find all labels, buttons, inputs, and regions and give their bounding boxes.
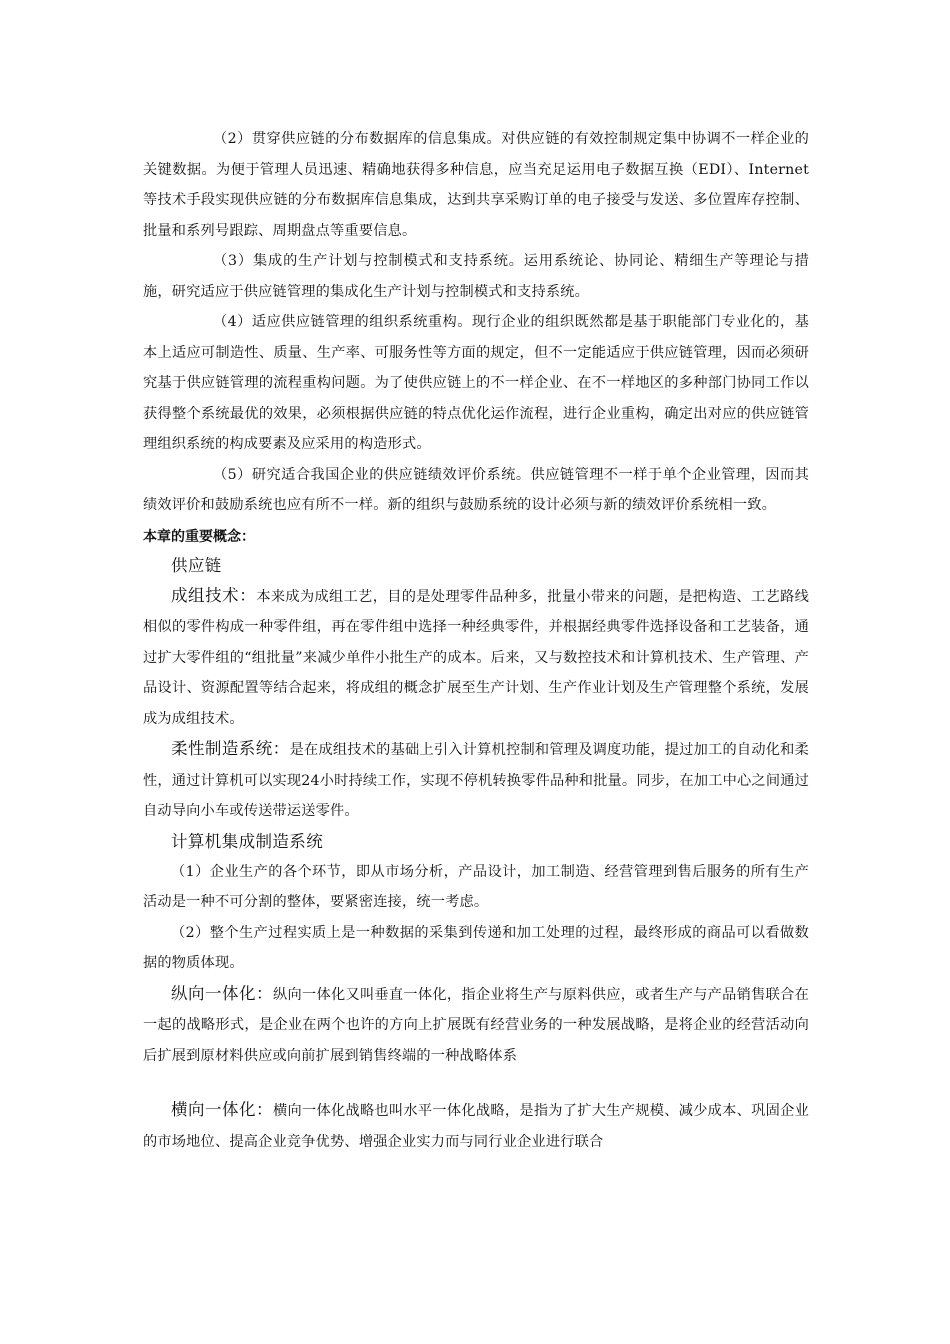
- paragraph-gap: [143, 1071, 809, 1095]
- concept-definition: 本来成为成组工艺，目的是处理零件品种多，批量小带来的问题，是把构造、工艺路线相似的零件构成一种零件组，再在零件组中选择一种经典零件，并根据经典零件选择设备和工艺装备，通过扩大零件组的“组批量”来减少单件小批生产的成本。后来，又与数控技术和计算机技术、生产管理、产品设计、资源配置等结合起来，将成组的概念扩展至生产计划、生产作业计划及生产管理整个系统，发展成为成组技术。: [143, 588, 810, 727]
- concept-definition: 纵向一体化又叫垂直一体化，指企业将生产与原料供应，或者生产与产品销售联合在一起的战略形式，是企业在两个也许的方向上扩展既有经营业务的一种发展战略，是将企业的经营活动向后扩展到原材料供应或向前扩展到销售终端的一种战略体系: [143, 986, 809, 1064]
- cims-point: （1）企业生产的各个环节，即从市场分析，产品设计，加工制造、经营管理到售后服务的所有生产活动是一种不可分割的整体，要紧密连接，统一考虑。: [143, 863, 809, 910]
- section-heading: 本章的重要概念：: [143, 528, 255, 545]
- paragraph-performance-evaluation: （5）研究适合我国企业的供应链绩效评价系统。供应链管理不一样于单个企业管理，因而其绩效评价和鼓励系统也应有所不一样。新的组织与鼓励系统的设计必须与新的绩效评价系统相一致。: [143, 466, 809, 513]
- paragraph-production-planning: （3）集成的生产计划与控制模式和支持系统。运用系统论、协同论、精细生产等理论与措施，研究适应于供应链管理的集成化生产计划与控制模式和支持系统。: [143, 253, 809, 300]
- concept-flexible-manufacturing: [143, 734, 809, 827]
- concept-vertical-integration: [143, 979, 809, 1072]
- concept-term: 横向一体化：: [171, 1100, 274, 1119]
- concept-cims: 计算机集成制造系统: [171, 831, 324, 851]
- paragraph-organization-restructure: （4）适应供应链管理的组织系统重构。现行企业的组织既然都是基于职能部门专业化的，基本上适应可制造性、质量、生产率、可服务性等方面的规定，但不一定能适应于供应链管理，因而必须研究基于供应链管理的流程重构问题。为了使供应链上的不一样企业、在不一样地区的多种部门协同工作以获得整个系统最优的效果，必须根据供应链的特点优化运作流程，进行企业重构，确定出对应的供应链管理组织系统的构成要素及应采用的构造形式。: [143, 314, 809, 452]
- concept-term: 纵向一体化：: [171, 983, 274, 1003]
- paragraph-distributed-database: （2）贯穿供应链的分布数据库的信息集成。对供应链的有效控制规定集中协调不一样企业的关键数据。为便于管理人员迅速、精确地获得多种信息，应当充足运用电子数据互换（EDI）、Internet等技术手段实现供应链的分布数据库信息集成，达到共享采购订单的电子接受与发送、多位置库存控制、批量和系列号跟踪、周期盘点等重要信息。: [143, 131, 809, 239]
- concept-horizontal-integration: [143, 1095, 809, 1157]
- cims-point: （2）整个生产过程实质上是一种数据的采集到传递和加工处理的过程，最终形成的商品可以看做数据的物质体现。: [143, 924, 809, 971]
- concept-term: 成组技术：: [171, 585, 257, 605]
- document-body: [143, 124, 809, 1157]
- concept-definition: 横向一体化战略也叫水平一体化战略，是指为了扩大生产规模、减少成本、巩固企业的市场地位、提高企业竞争优势、增强企业实力而与同行业企业进行联合: [143, 1103, 809, 1150]
- concept-term: 柔性制造系统：: [171, 739, 290, 758]
- concept-definition: 是在成组技术的基础上引入计算机控制和管理及调度功能，提过加工的自动化和柔性，通过计算机可以实现24小时持续工作，实现不停机转换零件品种和批量。同步，在加工中心之间通过自动导向小车或传送带运送零件。: [143, 742, 809, 819]
- concept-group-technology: [143, 581, 809, 735]
- concept-supply-chain: 供应链: [171, 555, 222, 575]
